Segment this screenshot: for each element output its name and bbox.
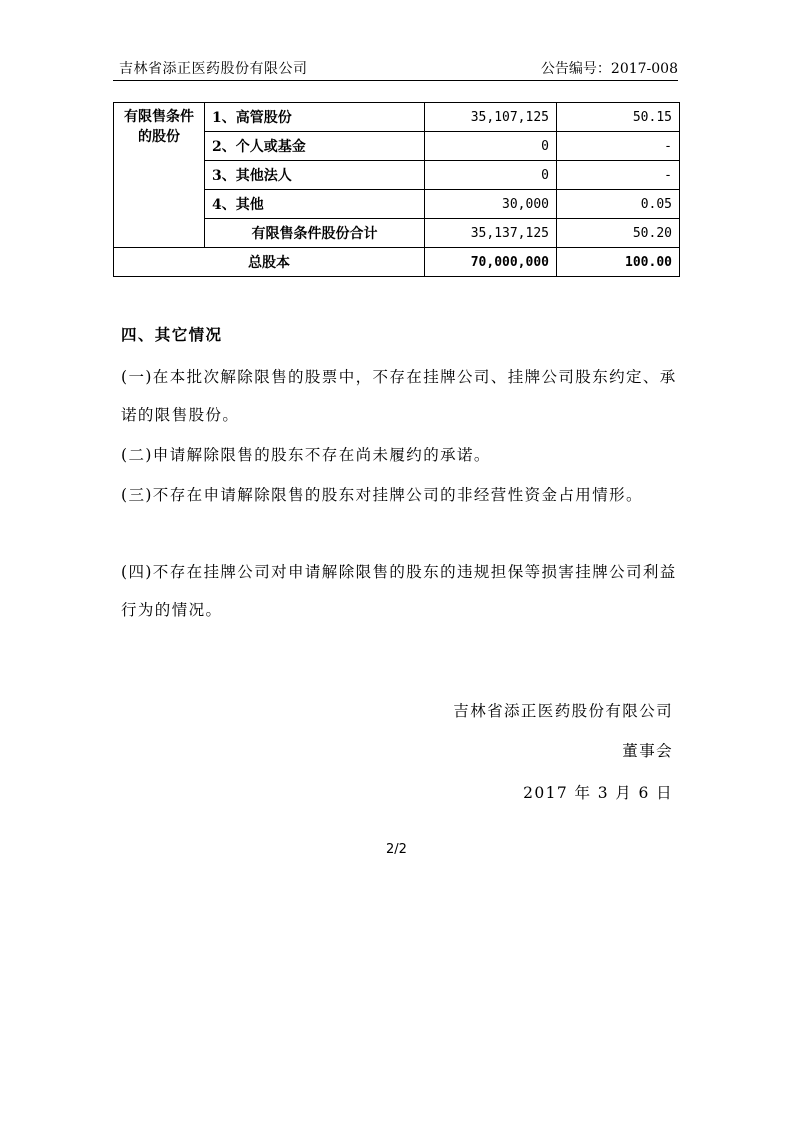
total-label: 总股本 bbox=[114, 248, 425, 277]
total-row bbox=[114, 248, 680, 277]
subtotal-ratio: 50.20 bbox=[557, 219, 680, 248]
paragraph: (二)申请解除限售的股东不存在尚未履约的承诺。 bbox=[121, 446, 491, 464]
paragraph: (一)在本批次解除限售的股票中，不存在挂牌公司、挂牌公司股东约定、承诺的限售股份。 bbox=[121, 368, 677, 424]
paragraph: (四)不存在挂牌公司对申请解除限售的股东的违规担保等损害挂牌公司利益行为的情况。 bbox=[121, 563, 677, 619]
page-header bbox=[113, 58, 678, 81]
row-label: 1、高管股份 bbox=[205, 103, 425, 132]
category-cell: 有限售条件的股份 bbox=[114, 103, 205, 248]
page-number: 2/2 bbox=[386, 842, 407, 857]
share-structure-table bbox=[113, 102, 680, 277]
header-announcement-no: 公告编号：2017-008 bbox=[540, 61, 678, 77]
signature-board: 董事会 bbox=[622, 742, 673, 760]
row-label: 4、其他 bbox=[205, 190, 425, 219]
row-shares: 30,000 bbox=[425, 190, 557, 219]
subtotal-shares: 35,137,125 bbox=[425, 219, 557, 248]
row-shares: 0 bbox=[425, 132, 557, 161]
row-label: 3、其他法人 bbox=[205, 161, 425, 190]
subtotal-label: 有限售条件股份合计 bbox=[205, 219, 425, 248]
section-title: 四、其它情况 bbox=[121, 325, 223, 344]
table-row bbox=[114, 103, 680, 132]
total-ratio: 100.00 bbox=[557, 248, 680, 277]
row-shares: 0 bbox=[425, 161, 557, 190]
signature-date: 2017 年 3 月 6 日 bbox=[523, 784, 673, 802]
total-shares: 70,000,000 bbox=[425, 248, 557, 277]
row-label: 2、个人或基金 bbox=[205, 132, 425, 161]
header-company: 吉林省添正医药股份有限公司 bbox=[119, 61, 308, 77]
row-ratio: 50.15 bbox=[557, 103, 680, 132]
paragraph: (三)不存在申请解除限售的股东对挂牌公司的非经营性资金占用情形。 bbox=[121, 486, 643, 504]
signature-company: 吉林省添正医药股份有限公司 bbox=[453, 702, 673, 720]
row-shares: 35,107,125 bbox=[425, 103, 557, 132]
row-ratio: - bbox=[557, 161, 680, 190]
row-ratio: - bbox=[557, 132, 680, 161]
row-ratio: 0.05 bbox=[557, 190, 680, 219]
